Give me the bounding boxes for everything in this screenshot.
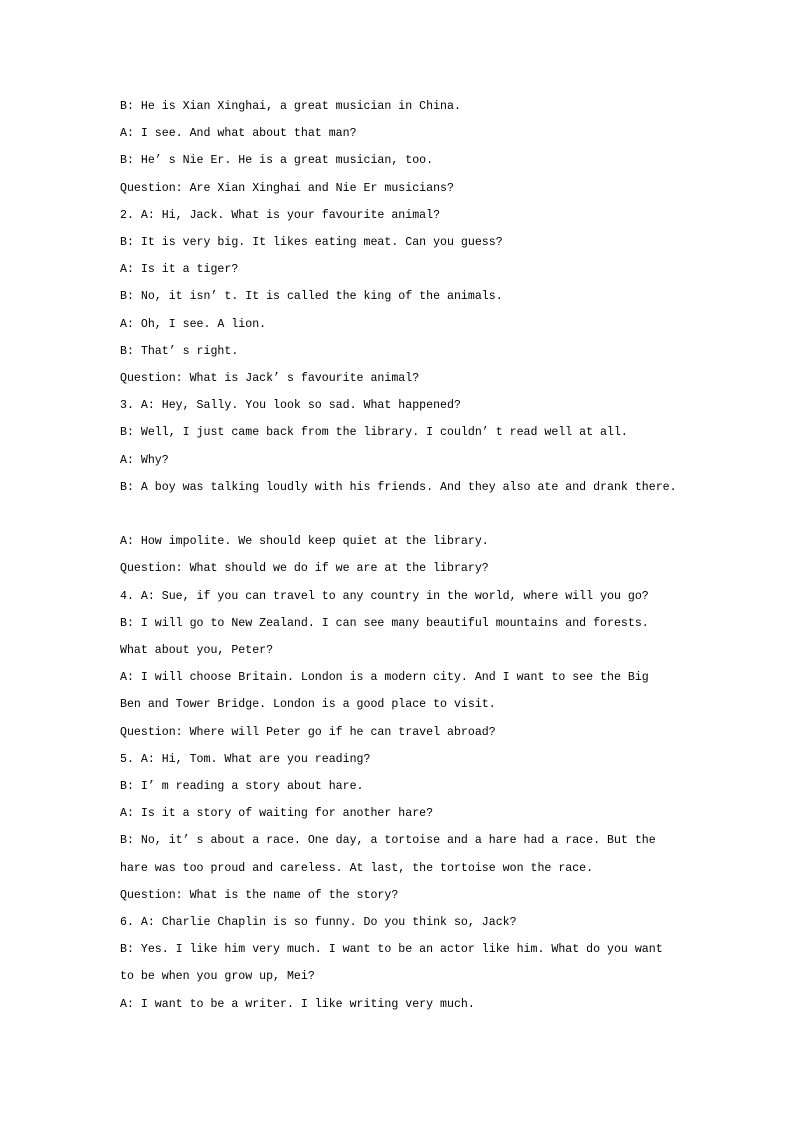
text-line: What about you, Peter? [120, 644, 274, 657]
text-line: A: Oh, I see. A lion. [120, 317, 267, 331]
text-line: 4. A: Sue, if you can travel to any country in the world, where will you go? [120, 589, 649, 603]
text-line: A: How impolite. We should keep quiet at the library. [120, 535, 489, 549]
text-line: A: I see. And what about that man? [120, 127, 357, 141]
text-line: Question: What is the name of the story? [120, 888, 399, 902]
text-line: B: A boy was talking loudly with his friends. And they also ate and drank there. [120, 480, 677, 494]
text-line: B: He’ s Nie Er. He is a great musician, too. [120, 154, 434, 168]
text-line: B: I’ m reading a story about hare. [120, 780, 364, 793]
text-line: B: It is very big. It likes eating meat. Can you guess? [120, 236, 503, 249]
text-line: Question: Where will Peter go if he can travel abroad? [120, 725, 496, 739]
text-line: 3. A: Hey, Sally. You look so sad. What happened? [120, 399, 461, 413]
text-line: 5. A: Hi, Tom. What are you reading? [120, 752, 371, 766]
text-line: B: That’ s right. [120, 344, 239, 358]
text-line: B: No, it’ s about a race. One day, a tortoise and a hare had a race. But the [120, 834, 656, 848]
text-line: A: I want to be a writer. I like writing very much. [120, 997, 475, 1011]
text-line: A: Is it a tiger? [120, 263, 239, 277]
text-line: Ben and Tower Bridge. London is a good place to visit. [120, 698, 496, 712]
text-line: Question: What is Jack’ s favourite animal? [120, 372, 420, 385]
text-line: A: Is it a story of waiting for another hare? [120, 807, 434, 821]
text-line: 6. A: Charlie Chaplin is so funny. Do you think so, Jack? [120, 916, 517, 929]
text-line: B: Yes. I like him very much. I want to be an actor like him. What do you want [120, 943, 663, 957]
text-line: Question: Are Xian Xinghai and Nie Er musicians? [120, 181, 454, 195]
text-line: hare was too proud and careless. At last, the tortoise won the race. [120, 861, 594, 875]
text-line: A: Why? [120, 453, 169, 467]
text-line: Question: What should we do if we are at the library? [120, 562, 489, 576]
text-line: B: He is Xian Xinghai, a great musician in China. [120, 100, 461, 113]
text-line: to be when you grow up, Mei? [120, 970, 315, 984]
text-line: B: I will go to New Zealand. I can see many beautiful mountains and forests. [120, 616, 649, 630]
text-line: A: I will choose Britain. London is a modern city. And I want to see the Big [120, 671, 649, 685]
text-line: 2. A: Hi, Jack. What is your favourite animal? [120, 208, 441, 222]
text-line: B: Well, I just came back from the library. I couldn’ t read well at all. [120, 426, 628, 440]
text-line: B: No, it isn’ t. It is called the king of the animals. [120, 290, 503, 304]
